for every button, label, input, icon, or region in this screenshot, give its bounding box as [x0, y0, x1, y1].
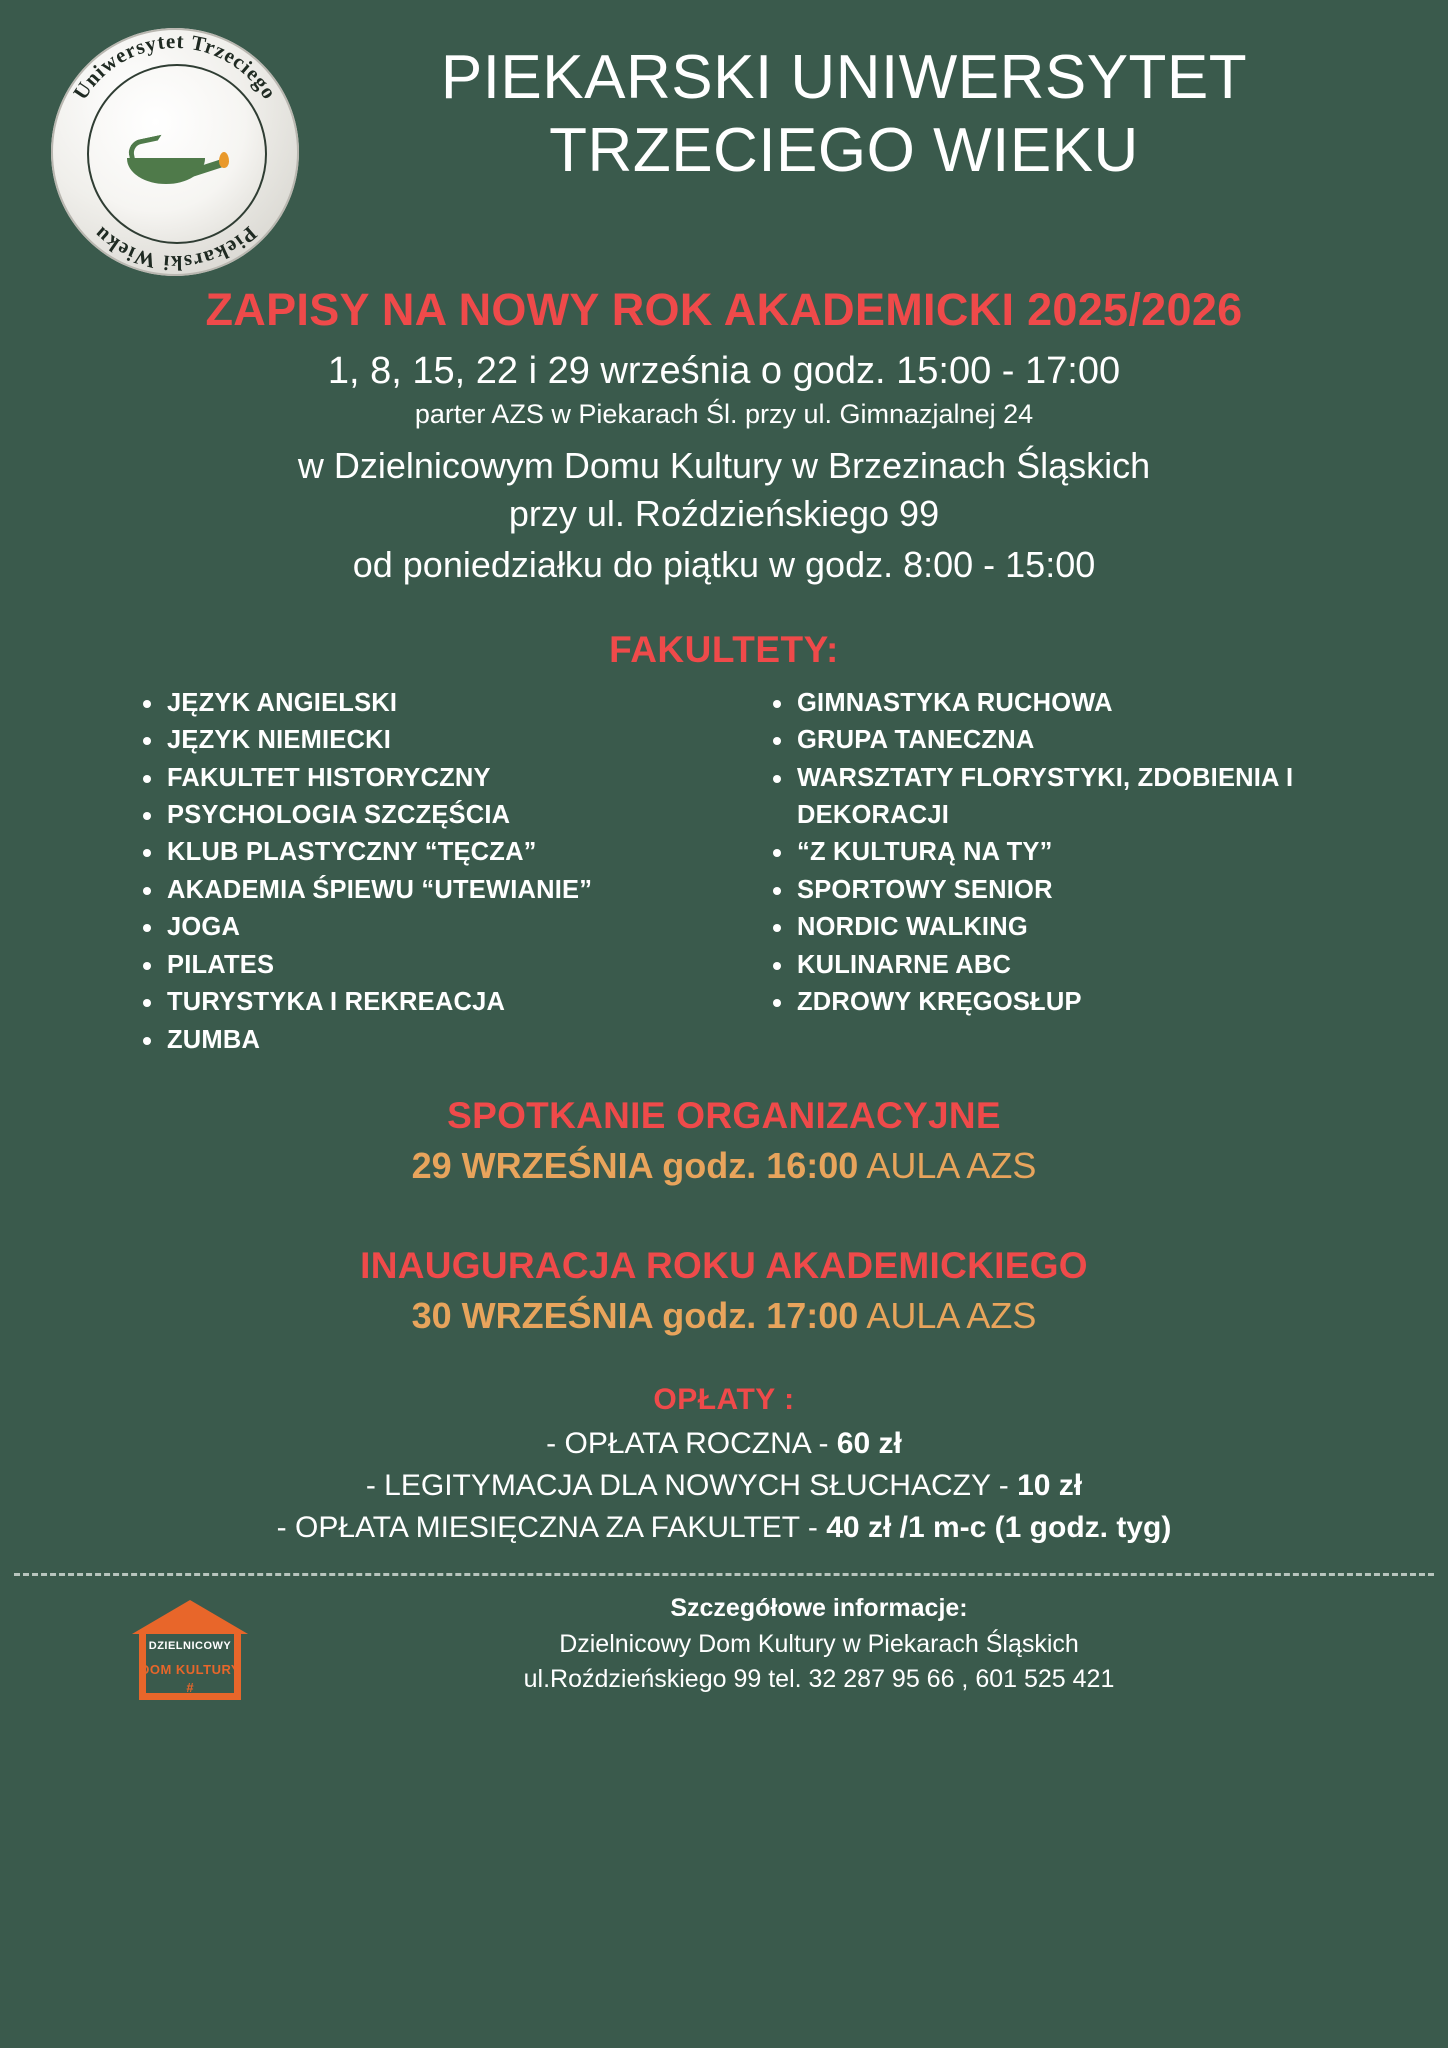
dashed-divider	[14, 1573, 1434, 1576]
event-title: SPOTKANIE ORGANIZACYJNE	[447, 1095, 1001, 1137]
seal-inner-disc	[87, 64, 267, 244]
poster-header	[0, 0, 1448, 290]
enrollment-venue-ddk: w Dzielnicowym Domu Kultury w Brzezinach Śląskich	[297, 445, 1151, 486]
title-line-2: TRZECIEGO WIEKU	[549, 115, 1139, 185]
faculties-column-right	[759, 685, 1319, 1060]
enrollment-hours: od poniedziałku do piątku w godz. 8:00 - 15:00	[352, 544, 1096, 586]
list-item: NORDIC WALKING	[797, 909, 1319, 946]
enrollment-headline: ZAPISY NA NOWY ROK AKADEMICKI 2025/2026	[205, 284, 1243, 335]
house-icon	[125, 1600, 255, 1704]
list-item: KULINARNE ABC	[797, 947, 1319, 984]
list-item: ZUMBA	[167, 1022, 689, 1059]
faculties-heading: FAKULTETY:	[609, 628, 839, 670]
footer-contact	[340, 1594, 1408, 1697]
event-details	[0, 1295, 1448, 1337]
university-seal-logo	[51, 28, 299, 276]
enrollment-address-azs: parter AZS w Piekarach Śl. przy ul. Gimnazjalnej 24	[414, 399, 1034, 429]
event-date: 30 WRZEŚNIA godz. 17:00	[411, 1295, 859, 1337]
event-date: 29 WRZEŚNIA godz. 16:00	[411, 1145, 859, 1187]
list-item: JOGA	[167, 909, 689, 946]
event-details	[0, 1145, 1448, 1187]
list-item: GRUPA TANECZNA	[797, 722, 1319, 759]
fee-extra: (1 godz. tyg)	[986, 1511, 1172, 1545]
fee-label: - OPŁATA MIESIĘCZNA ZA FAKULTET -	[276, 1511, 827, 1545]
fee-item	[0, 1423, 1448, 1465]
list-item: JĘZYK ANGIELSKI	[167, 685, 689, 722]
oil-lamp-icon	[127, 140, 227, 184]
event-organizational-meeting	[0, 1095, 1448, 1187]
fee-value: 40 zł /1 m-c	[826, 1511, 987, 1545]
faculties-column-left	[129, 685, 689, 1060]
fee-label: - LEGITYMACJA DLA NOWYCH SŁUCHACZY -	[365, 1469, 1018, 1503]
page-title	[310, 22, 1418, 187]
ddk-logo-container	[40, 1594, 340, 1704]
fee-label: - OPŁATA ROCZNA -	[546, 1427, 837, 1461]
footer-heading: Szczegółowe informacje:	[670, 1594, 968, 1623]
list-item: SPORTOWY SENIOR	[797, 872, 1319, 909]
event-place: AULA AZS	[866, 1295, 1037, 1337]
enrollment-dates: 1, 8, 15, 22 i 29 września o godz. 15:00 - 17:00	[327, 350, 1121, 392]
event-place: AULA AZS	[866, 1145, 1037, 1187]
event-title: INAUGURACJA ROKU AKADEMICKIEGO	[360, 1245, 1088, 1287]
fee-item	[0, 1465, 1448, 1507]
ddk-logo-hash: #	[186, 1680, 194, 1696]
list-item: PILATES	[167, 947, 689, 984]
fees-section	[0, 1383, 1448, 1549]
list-item: FAKULTET HISTORYCZNY	[167, 760, 689, 797]
list-item: ZDROWY KRĘGOSŁUP	[797, 984, 1319, 1021]
fee-item	[0, 1507, 1448, 1549]
fees-heading: OPŁATY :	[653, 1383, 795, 1417]
footer-address-phone: ul.Roździeńskiego 99 tel. 32 287 95 66 , 601 525 421	[523, 1665, 1115, 1694]
list-item: WARSZTATY FLORYSTYKI, ZDOBIENIA I DEKORACJI	[797, 760, 1319, 835]
enrollment-section	[0, 284, 1448, 589]
list-item: KLUB PLASTYCZNY “TĘCZA”	[167, 834, 689, 871]
fee-value: 60 zł	[836, 1427, 902, 1461]
ddk-logo-word-1: DZIELNICOWY	[148, 1640, 232, 1653]
poster-footer	[0, 1576, 1448, 1704]
list-item: “Z KULTURĄ NA TY”	[797, 834, 1319, 871]
faculties-columns	[0, 685, 1448, 1060]
event-inauguration	[0, 1245, 1448, 1337]
list-item: GIMNASTYKA RUCHOWA	[797, 685, 1319, 722]
ddk-logo-word-2: DOM KULTURY	[139, 1662, 241, 1678]
title-line-1: PIEKARSKI UNIWERSYTET	[440, 43, 1248, 112]
seal-bottom-text: Piekarski Wieku	[88, 221, 262, 276]
list-item: JĘZYK NIEMIECKI	[167, 722, 689, 759]
list-item: TURYSTYKA I REKREACJA	[167, 984, 689, 1021]
enrollment-venue-street: przy ul. Roździeńskiego 99	[508, 492, 940, 534]
list-item: AKADEMIA ŚPIEWU “UTEWIANIE”	[167, 872, 689, 909]
logo-container	[40, 22, 310, 276]
fee-value: 10 zł	[1017, 1469, 1083, 1503]
seal-top-text: Uniwersytet Trzeciego	[68, 28, 282, 104]
list-item: PSYCHOLOGIA SZCZĘŚCIA	[167, 797, 689, 834]
footer-institution: Dzielnicowy Dom Kultury w Piekarach Śląskich	[559, 1630, 1079, 1659]
